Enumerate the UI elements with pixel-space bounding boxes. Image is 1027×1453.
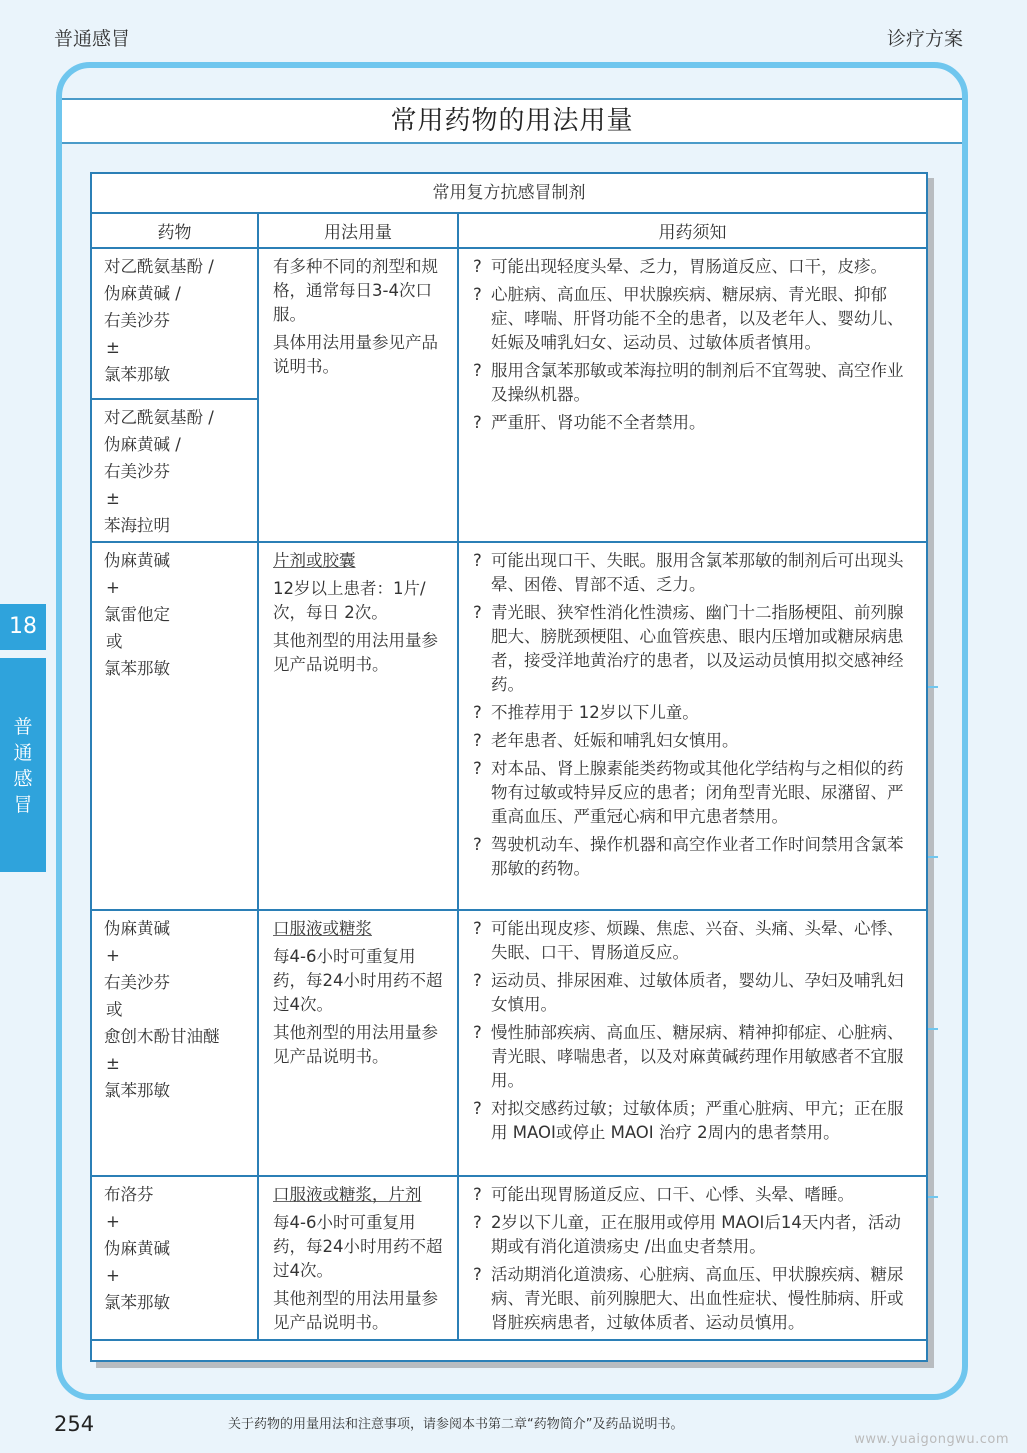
usage-cell [258,1176,458,1340]
drug-name: 右美沙芬 [104,311,170,330]
usage-text: 具体用法用量参见产品说明书。 [273,333,438,376]
bullet-marker: ? [473,1265,482,1284]
drug-subcell [92,398,257,541]
bullet-marker: ? [473,257,482,276]
bullet-marker: ? [473,971,482,990]
usage-text: 有多种不同的剂型和规格，通常每日3-4次口服。 [273,257,438,324]
bullet-marker: ? [473,551,482,570]
drug-name: 伪麻黄碱 / [104,284,181,303]
bullet-marker: ? [473,1023,482,1042]
note-item: ? 活动期消化道溃疡、心脏病、高血压、甲状腺疾病、糖尿病、青光眼、前列腺肥大、出血性症状、慢性肺病、肝或肾脏疾病患者，过敏体质者、运动员慎用。 [473,1265,904,1332]
running-header-section: 普通感冒 [54,28,131,50]
margin-tick [928,856,938,858]
drug-name: 伪麻黄碱 [104,919,170,938]
running-header-chapter: 诊疗方案 [886,28,963,50]
drug-name: 氯苯那敏 [104,1293,170,1312]
margin-tick [928,1196,938,1198]
usage-cell [258,910,458,1176]
footer-note: 关于药物的用量用法和注意事项，请参阅本书第二章“药物简介”及药品说明书。 [228,1417,684,1432]
bullet-marker: ? [473,759,482,778]
dosage-form: 口服液或糖浆 [273,919,372,938]
bullet-marker: ? [473,919,482,938]
usage-text: 每4-6小时可重复用药，每24小时用药不超过4次。 [273,947,443,1014]
note-item: ? 2岁以下儿童，正在服用或停用 MAOI后14天内者，活动期或有消化道溃疡史 /出血史者禁用。 [473,1213,901,1256]
column-header-notes: 用药须知 [458,214,926,248]
usage-cell [258,248,458,542]
note-item: ? 心脏病、高血压、甲状腺疾病、糖尿病、青光眼、抑郁症、哮喘、肝肾功能不全的患者，以及老年人、婴幼儿、妊娠及哺乳妇女、运动员、过敏体质者慎用。 [473,285,904,352]
watermark: www.yuaigongwu.com [854,1432,1009,1447]
dosage-form: 口服液或糖浆，片剂 [273,1185,422,1204]
drug-name: 伪麻黄碱 [104,1239,170,1258]
table-row [92,248,926,542]
drug-connector: + [106,1266,120,1285]
table-row [92,542,926,910]
note-item: ? 慢性肺部疾病、高血压、糖尿病、精神抑郁症、心脏病、青光眼、哮喘患者，以及对麻黄碱药理作用敏感者不宜服用。 [473,1023,904,1090]
bullet-marker: ? [473,413,482,432]
drug-cell [92,910,258,1176]
column-header-drug: 药物 [92,214,258,248]
drug-connector: 或 [106,1000,123,1019]
bullet-marker: ? [473,361,482,380]
drug-dosage-table [90,172,928,1362]
usage-text: 每4-6小时可重复用药，每24小时用药不超过4次。 [273,1213,443,1280]
margin-tick [928,686,938,688]
drug-cell [92,1176,258,1340]
drug-cell [92,542,258,910]
drug-name: 氯苯那敏 [104,1081,170,1100]
notes-cell [458,910,926,1176]
note-item: ? 严重肝、肾功能不全者禁用。 [473,411,916,435]
drug-name: 苯海拉明 [104,516,170,535]
table-row [92,910,926,1176]
margin-tick [928,1028,938,1030]
table-caption: 常用复方抗感冒制剂 [92,174,926,214]
drug-name: 布洛芬 [104,1185,154,1204]
page-number: 254 [54,1412,95,1436]
note-item: ? 服用含氯苯那敏或苯海拉明的制剂后不宜驾驶、高空作业及操纵机器。 [473,361,904,404]
drug-name: 氯苯那敏 [104,365,170,384]
drug-name: 氯苯那敏 [104,659,170,678]
bullet-marker: ? [473,703,482,722]
bullet-marker: ? [473,835,482,854]
note-item: ? 对拟交感药过敏；过敏体质；严重心脏病、甲亢；正在服用 MAOI或停止 MAOI 治疗 2周内的患者禁用。 [473,1099,904,1142]
bullet-marker: ? [473,603,482,622]
table-row [92,1176,926,1340]
dosage-form: 片剂或胶囊 [273,551,356,570]
content-frame [56,62,968,1400]
drug-name: 氯雷他定 [104,605,170,624]
usage-cell [258,542,458,910]
notes-cell [458,542,926,910]
usage-text: 12岁以上患者：1片/次，每日 2次。 [273,579,426,622]
bullet-marker: ? [473,731,482,750]
usage-text: 其他剂型的用法用量参见产品说明书。 [273,1023,438,1066]
note-item: ? 驾驶机动车、操作机器和高空作业者工作时间禁用含氯苯那敏的药物。 [473,835,904,878]
column-header-usage: 用法用量 [258,214,458,248]
drug-connector: + [106,578,120,597]
drug-connector: + [106,1212,120,1231]
note-item: ? 可能出现轻度头晕、乏力，胃肠道反应、口干，皮疹。 [473,255,916,279]
note-item: ? 运动员、排尿困难、过敏体质者，婴幼儿、孕妇及哺乳妇女慎用。 [473,971,904,1014]
bullet-marker: ? [473,285,482,304]
bullet-marker: ? [473,1099,482,1118]
drug-name: 对乙酰氨基酚 / [104,257,214,276]
drug-name: 愈创木酚甘油醚 [104,1027,220,1046]
drug-name: 右美沙芬 [104,973,170,992]
note-item: ? 对本品、肾上腺素能类药物或其他化学结构与之相似的药物有过敏或特异反应的患者；闭角型青光眼、尿潴留、严重高血压、严重冠心病和甲亢患者禁用。 [473,759,904,826]
drug-name: 对乙酰氨基酚 / [104,408,214,427]
note-item: ? 不推荐用于 12岁以下儿童。 [473,701,916,725]
note-item: ? 可能出现口干、失眠。服用含氯苯那敏的制剂后可出现头晕、困倦、胃部不适、乏力。 [473,551,904,594]
chapter-label-text: 普通感冒 [13,716,33,816]
note-item: ? 老年患者、妊娠和哺乳妇女慎用。 [473,729,916,753]
usage-text: 其他剂型的用法用量参见产品说明书。 [273,631,438,674]
notes-cell [458,248,926,542]
chapter-label-tab[interactable] [0,658,46,872]
drug-name: 伪麻黄碱 / [104,435,181,454]
drug-connector: ± [106,338,120,357]
drug-connector: + [106,946,120,965]
drug-cell [92,248,258,542]
drug-connector: ± [106,1054,120,1073]
note-item: ? 可能出现胃肠道反应、口干、心悸、头晕、嗜睡。 [473,1183,916,1207]
chapter-number-tab[interactable]: 18 [0,604,46,650]
note-item: ? 青光眼、狭窄性消化性溃疡、幽门十二指肠梗阻、前列腺肥大、膀胱颈梗阻、心血管疾患、眼内压增加或糖尿病患者，接受洋地黄治疗的患者，以及运动员慎用拟交感神经药。 [473,603,904,694]
note-item: ? 可能出现皮疹、烦躁、焦虑、兴奋、头痛、头晕、心悸、失眠、口干、胃肠道反应。 [473,919,904,962]
drug-name: 伪麻黄碱 [104,551,170,570]
usage-text: 其他剂型的用法用量参见产品说明书。 [273,1289,438,1332]
drug-name: 右美沙芬 [104,462,170,481]
bullet-marker: ? [473,1185,482,1204]
drug-connector: ± [106,489,120,508]
notes-cell [458,1176,926,1340]
bullet-marker: ? [473,1213,482,1232]
page-title: 常用药物的用法用量 [62,98,962,144]
drug-connector: 或 [106,632,123,651]
